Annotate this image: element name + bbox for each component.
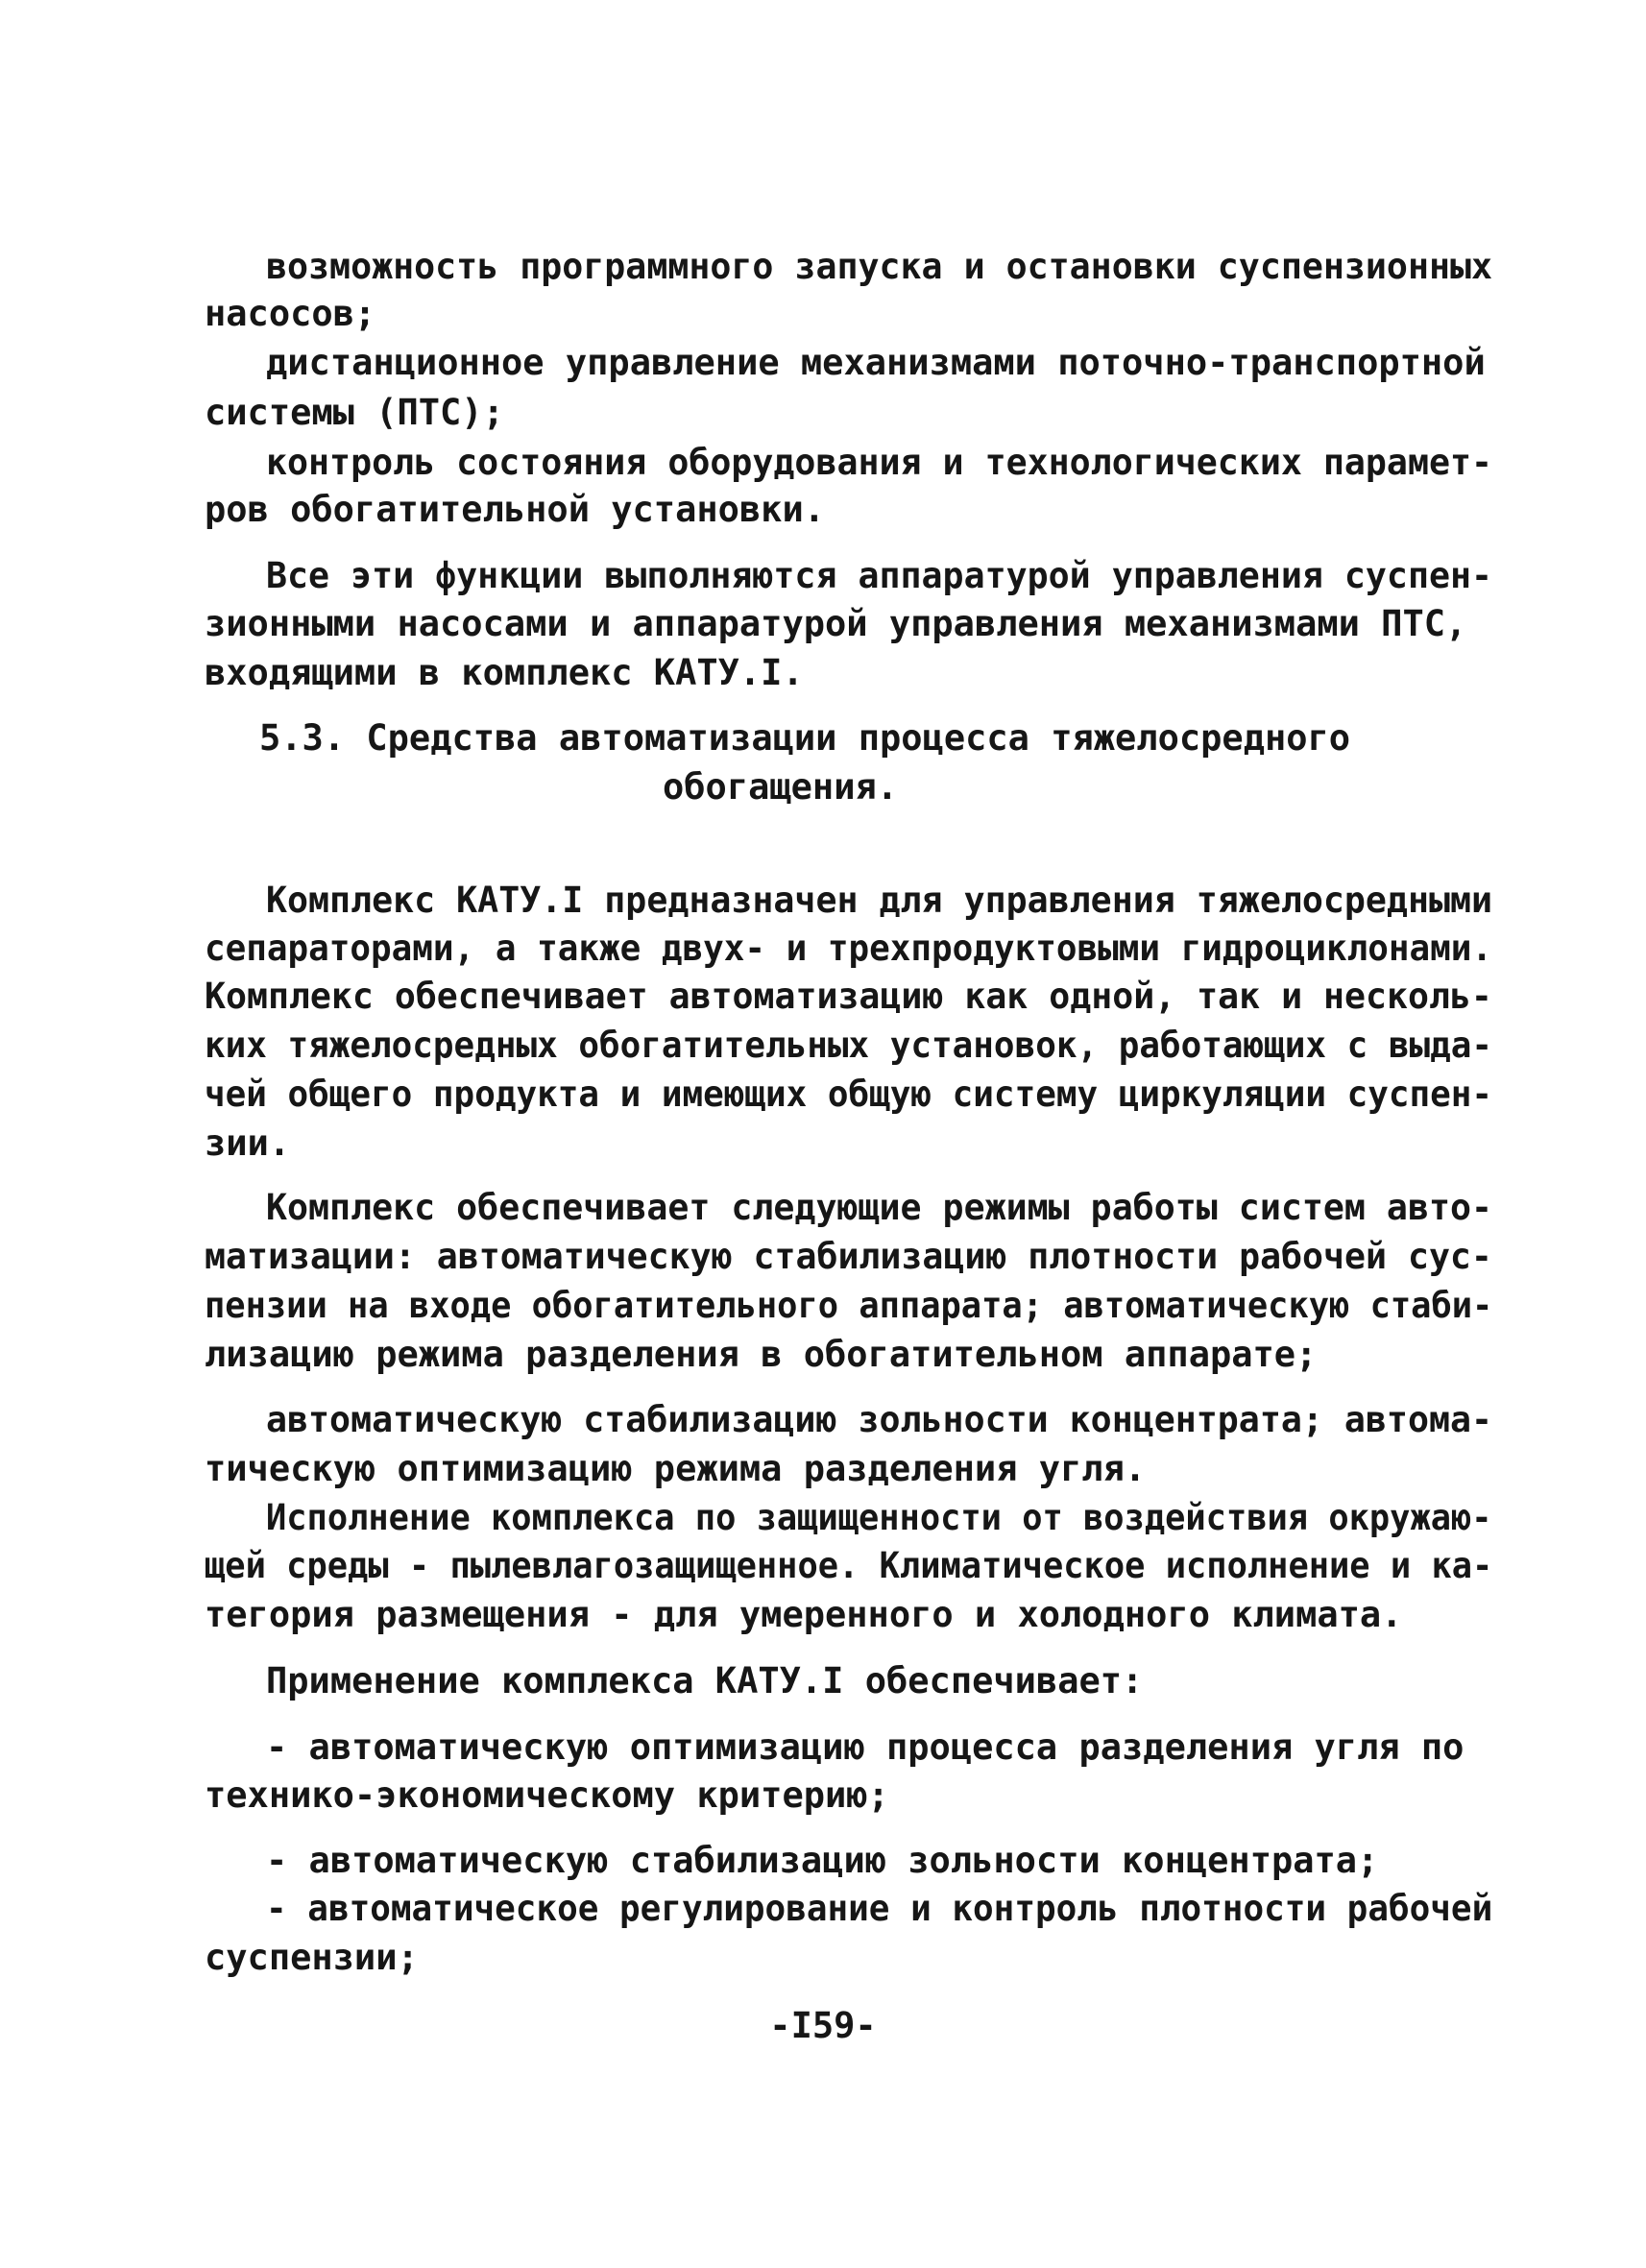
list-item: технико-экономическому критерию; — [205, 1774, 889, 1816]
text-line: Комплекс КАТУ.I предназначен для управления тяжелосредными — [266, 880, 1493, 921]
text-line: контроль состояния оборудования и технологических парамет- — [266, 442, 1493, 483]
section-heading: 5.3. Средства автоматизации процесса тяжелосредного — [259, 717, 1351, 759]
text-line: тическую оптимизацию режима разделения угля. — [205, 1448, 1147, 1489]
text-line: ров обогатительной установки. — [205, 489, 826, 530]
text-line: щей среды - пылевлагозащищенное. Климатическое исполнение и ка- — [205, 1545, 1493, 1586]
text-line: Комплекс обеспечивает автоматизацию как одной, так и несколь- — [205, 976, 1492, 1017]
text-line: дистанционное управление механизмами поточно-транспортной — [266, 342, 1486, 383]
page-number: -I59- — [769, 2005, 877, 2046]
list-item: суспензии; — [205, 1937, 419, 1978]
text-line: матизации: автоматическую стабилизацию плотности рабочей сус- — [205, 1236, 1492, 1277]
list-item: - автоматическое регулирование и контроль плотности рабочей — [266, 1888, 1493, 1929]
text-line: тегория размещения - для умеренного и холодного климата. — [205, 1594, 1403, 1635]
text-line: входящими в комплекс КАТУ.I. — [205, 652, 804, 693]
text-line: ких тяжелосредных обогатительных установок, работающих с выда- — [205, 1025, 1493, 1066]
text-line: зии. — [205, 1122, 291, 1164]
text-line: Комплекс обеспечивает следующие режимы работы систем авто- — [266, 1187, 1493, 1228]
list-item: - автоматическую оптимизацию процесса разделения угля по — [266, 1726, 1464, 1768]
text-line: зионными насосами и аппаратурой управления механизмами ПТС, — [205, 603, 1467, 644]
text-line: лизацию режима разделения в обогатительном аппарате; — [205, 1334, 1318, 1375]
text-line: Все эти функции выполняются аппаратурой управления суспен- — [266, 555, 1493, 596]
text-line: насосов; — [205, 293, 376, 334]
text-line: Исполнение комплекса по защищенности от воздействия окружаю- — [266, 1497, 1492, 1538]
list-item: - автоматическую стабилизацию зольности концентрата; — [266, 1840, 1379, 1881]
text-line: сепараторами, а также двух- и трехпродуктовыми гидроциклонами. — [205, 928, 1493, 969]
text-line: Применение комплекса КАТУ.I обеспечивает: — [266, 1660, 1144, 1701]
text-line: пензии на входе обогатительного аппарата; автоматическую стаби- — [205, 1285, 1493, 1326]
text-line: автоматическую стабилизацию зольности концентрата; автома- — [266, 1399, 1493, 1440]
text-line: возможность программного запуска и остановки суспензионных — [266, 246, 1493, 287]
section-heading: обогащения. — [663, 766, 899, 808]
text-line: системы (ПТС); — [205, 392, 504, 433]
text-line: чей общего продукта и имеющих общую систему циркуляции суспен- — [205, 1074, 1493, 1115]
